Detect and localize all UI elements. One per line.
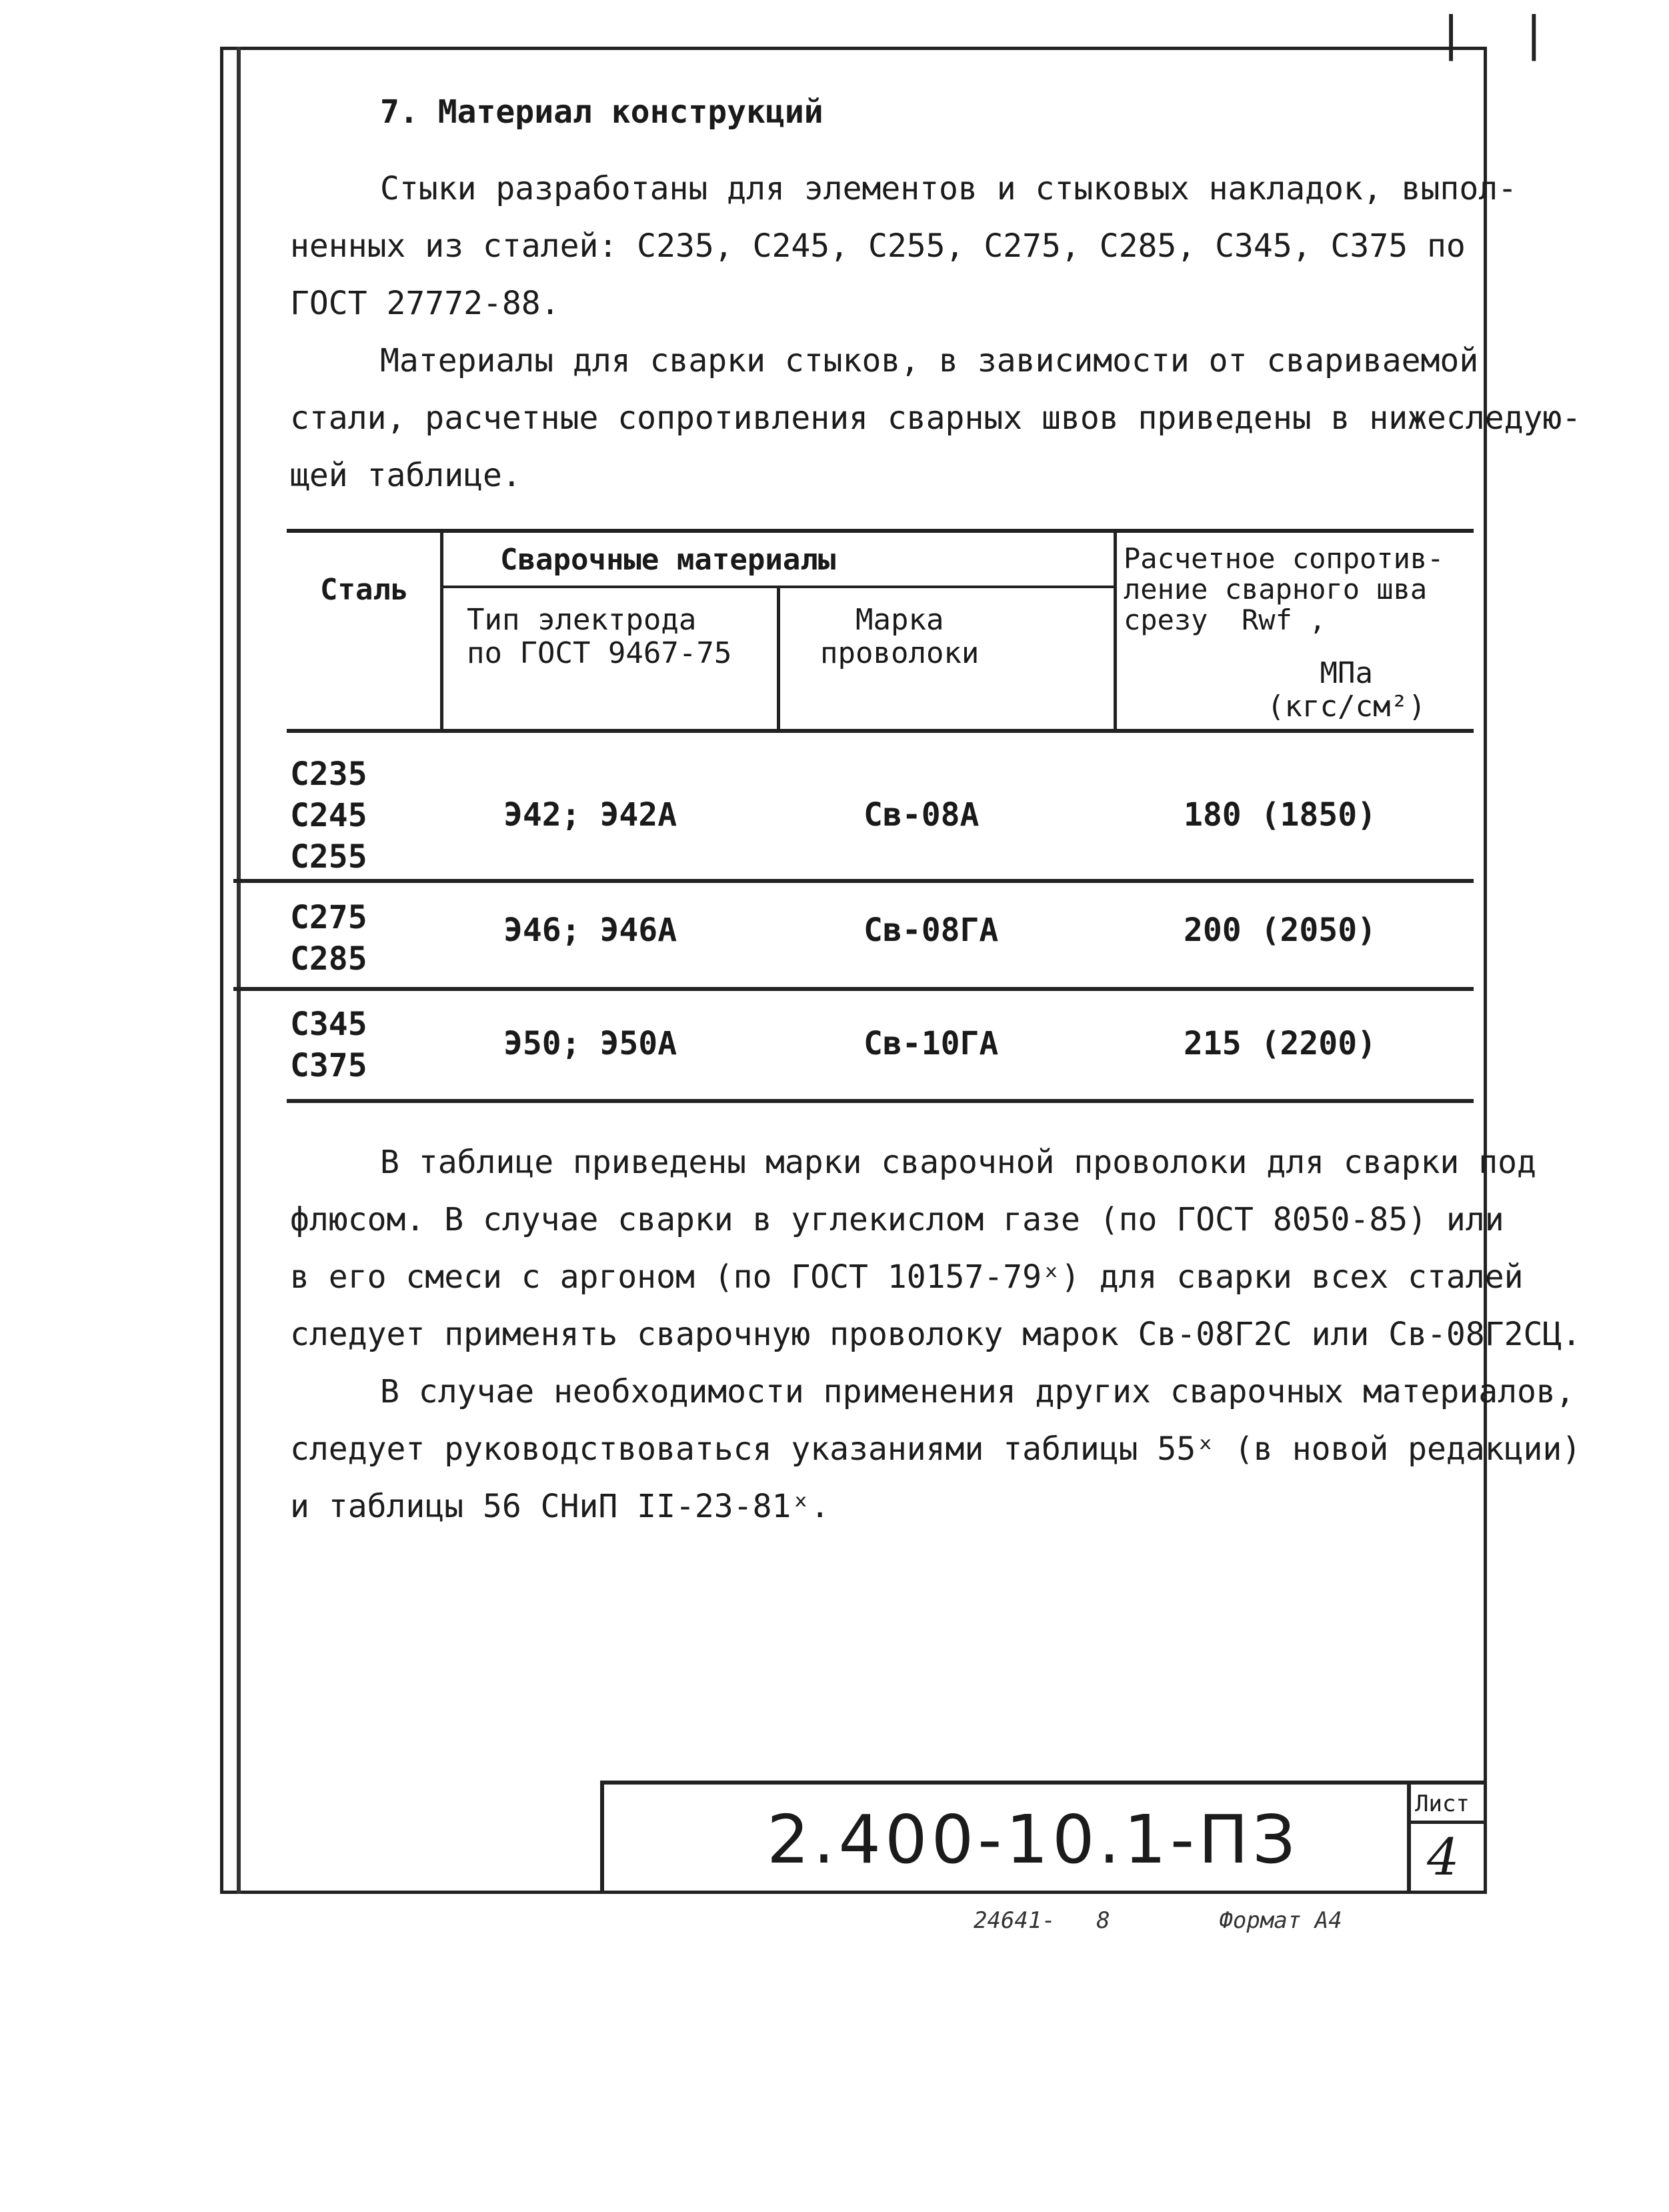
intro-line: щей таблице.: [290, 457, 521, 494]
cell-resistance: 180 (1850): [1184, 796, 1376, 834]
note-line: В случае необходимости применения других сварочных материалов,: [380, 1373, 1575, 1410]
cell-steel: С235 С245 С255: [290, 756, 367, 876]
table-vline: [440, 529, 443, 729]
header-resistance-units: МПа (кгс/см²): [1267, 656, 1426, 724]
cell-wire: Св-08ГА: [864, 912, 999, 949]
header-welding-materials: Сварочные материалы: [500, 543, 836, 577]
header-steel: Сталь: [320, 573, 409, 607]
cell-wire: Св-08А: [864, 796, 980, 834]
table-vline: [777, 587, 780, 729]
sheet-number: 4: [1427, 1827, 1460, 1887]
intro-line: Материалы для сварки стыков, в зависимости от свариваемой: [380, 342, 1479, 379]
cell-electrode: Э50; Э50А: [503, 1025, 677, 1062]
table-header-rule: [287, 729, 1474, 733]
cell-wire: Св-10ГА: [864, 1025, 999, 1062]
header-wire: Марка проволоки: [820, 603, 980, 670]
note-line: и таблицы 56 СНиП II-23-81ˣ.: [290, 1488, 830, 1525]
intro-line: ненных из сталей: С235, С245, С255, С275, С285, С345, С375 по: [290, 227, 1466, 265]
note-line: следует применять сварочную проволоку марок Св-08Г2С или Св-08Г2СЦ.: [290, 1316, 1582, 1353]
header-resistance: Расчетное сопротив- ление сварного шва срезу Rwf ,: [1124, 542, 1444, 636]
header-electrode: Тип электрода по ГОСТ 9467-75: [467, 603, 732, 670]
cell-electrode: Э46; Э46А: [503, 912, 677, 949]
sheet-marks: | |: [1437, 7, 1562, 61]
footer-note: 24641- 8 Формат А4: [974, 1907, 1342, 1934]
table-subheader-rule: [440, 586, 1114, 588]
cell-steel: С275 С285: [290, 899, 367, 978]
intro-line: стали, расчетные сопротивления сварных швов приведены в нижеследую-: [290, 399, 1582, 437]
title-block-divider: [1407, 1821, 1487, 1824]
note-line: в его смеси с аргоном (по ГОСТ 10157-79ˣ) для сварки всех сталей: [290, 1258, 1524, 1296]
note-line: флюсом. В случае сварки в углекислом газе (по ГОСТ 8050-85) или: [290, 1201, 1504, 1238]
table-vline: [1114, 529, 1117, 729]
sheet-label: Лист: [1415, 1791, 1470, 1817]
row-rule: [233, 987, 1474, 991]
note-line: В таблице приведены марки сварочной проволоки для сварки под: [380, 1144, 1536, 1181]
note-line: следует руководствоваться указаниями таблицы 55ˣ (в новой редакции): [290, 1430, 1582, 1468]
title-block-divider: [1407, 1781, 1411, 1894]
document-code: 2.400-10.1-ПЗ: [767, 1801, 1300, 1879]
cell-electrode: Э42; Э42А: [503, 796, 677, 834]
row-rule: [233, 879, 1474, 883]
intro-line: Стыки разработаны для элементов и стыковых накладок, выпол-: [380, 170, 1518, 207]
table-bottom-rule: [287, 1099, 1474, 1103]
intro-line: ГОСТ 27772-88.: [290, 285, 560, 322]
cell-resistance: 215 (2200): [1184, 1025, 1376, 1062]
frame-inner-line: [237, 47, 241, 1894]
cell-steel: С345 С375: [290, 1006, 367, 1084]
table-top-rule: [287, 529, 1474, 533]
cell-resistance: 200 (2050): [1184, 912, 1376, 949]
section-heading: 7. Материал конструкций: [380, 93, 823, 131]
